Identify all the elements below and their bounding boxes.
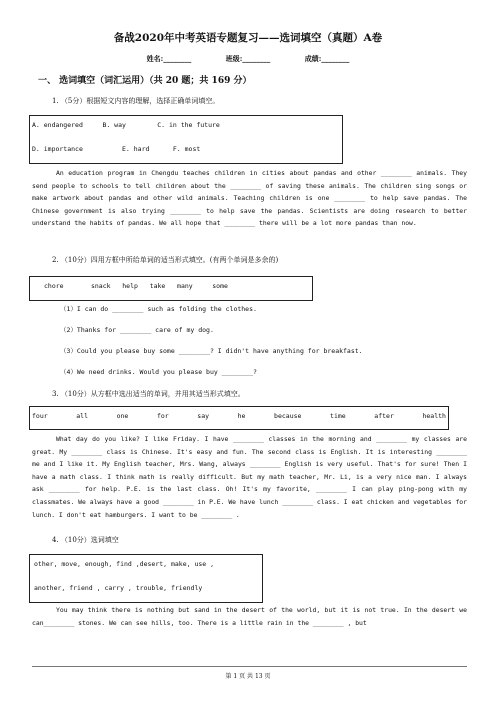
passage-text: You may think there is nothing but sand in the desert of the world, but it is not true. In the desert we can________ stones. We can see hills, too. There is a little rain in the ________ , but (32, 606, 467, 627)
score-field: 成绩:________ (304, 54, 350, 63)
word-box-row: another, friend , carry , trouble, friendly (34, 584, 203, 592)
word-option: he (237, 412, 246, 420)
question-2-word-box (29, 276, 313, 301)
question-4-passage (32, 604, 467, 629)
word-option: say (197, 412, 210, 420)
word-option: for (156, 412, 169, 420)
word-box-row: A. endangered B. way C. in the future (32, 121, 220, 129)
question-2-item-2: （2）Thanks for ________ care of my dog. (60, 326, 214, 334)
word-option: four (32, 412, 48, 420)
word-option: all (76, 412, 88, 420)
question-2-item-3: （3）Could you please buy some ________? I didn't have anything for breakfast. (60, 347, 363, 355)
footer-divider (32, 666, 467, 667)
section-heading: 一、 选词填空（词汇运用）（共 20 题；共 169 分） (38, 76, 252, 86)
word-box-row (32, 412, 446, 420)
word-option: health (422, 412, 446, 420)
question-4-word-box (29, 554, 263, 603)
question-3-passage (32, 433, 467, 521)
student-info-fields (0, 54, 496, 64)
question-1-word-box (29, 115, 343, 164)
word-option: after (374, 412, 394, 420)
word-box-row: D. importance E. hard F. most (32, 145, 201, 153)
question-3-word-box (29, 406, 449, 430)
passage-text: An education program in Chengdu teaches children in cities about pandas and other ________ animals. They send people to schools to tell children about the ________ of saving these animals. The children sing songs or make artwork about pandas and other wild animals. Teaching children is one ________ to help save pandas. The Chinese government is also trying ________ to help save the pandas. Scientists are doing research to better understand the habits of pandas. We all hope that ________ there will be a lot more pandas than now. (32, 169, 467, 228)
word-box-row: other, move, enough, find ,desert, make, use , (34, 560, 215, 568)
name-field: 姓名:________ (146, 54, 192, 63)
class-field: 班级:________ (225, 54, 271, 63)
page-number: 第 1 页 共 13 页 (225, 673, 271, 680)
question-1-passage (32, 167, 467, 230)
question-3-label: 3. （10分）从方框中选出适当的单词，并用其适当形式填空。 (52, 390, 245, 398)
question-2-label: 2. （10分）四用方框中所给单词的适当形式填空。(有两个单词是多余的) (52, 256, 279, 264)
word-option: one (116, 412, 129, 420)
question-4-label: 4. （10分）选词填空 (52, 536, 119, 544)
question-1-label: 1. （5分）根据短文内容的理解，选择正确单词填空。 (52, 97, 220, 105)
passage-text: What day do you like? I like Friday. I have ________ classes in the morning and ________ my classes are great. My ________ class is Chinese. It's easy and fun. The second class is English. It is interesting ________ me and I like it. My English teacher, Mrs. Wang, always ________ English is very useful. That's for sure! Then I have a math class. I think math is really difficult. But my math teacher, Mr. Li, is a very nice man. I always ask ________ for help. P.E. is the last class. Oh! It's my favorite, ________ I can play ping-pong with my classmates. We always have a good ________ in P.E. We have lunch ________ class. I eat chicken and vegetables for lunch. I don't eat hamburgers. I want to be ________ . (32, 435, 467, 519)
page-title: 备战2020年中考英语专题复习——选词填空（真题）A卷 (113, 32, 383, 44)
word-option: because (274, 412, 302, 420)
word-option: time (330, 412, 346, 420)
question-2-item-1: （1）I can do ________ such as folding the clothes. (60, 305, 257, 313)
question-2-item-4: （4）We need drinks. Would you please buy ________? (60, 368, 257, 376)
word-box-row: chore snack help take many some (44, 282, 228, 290)
